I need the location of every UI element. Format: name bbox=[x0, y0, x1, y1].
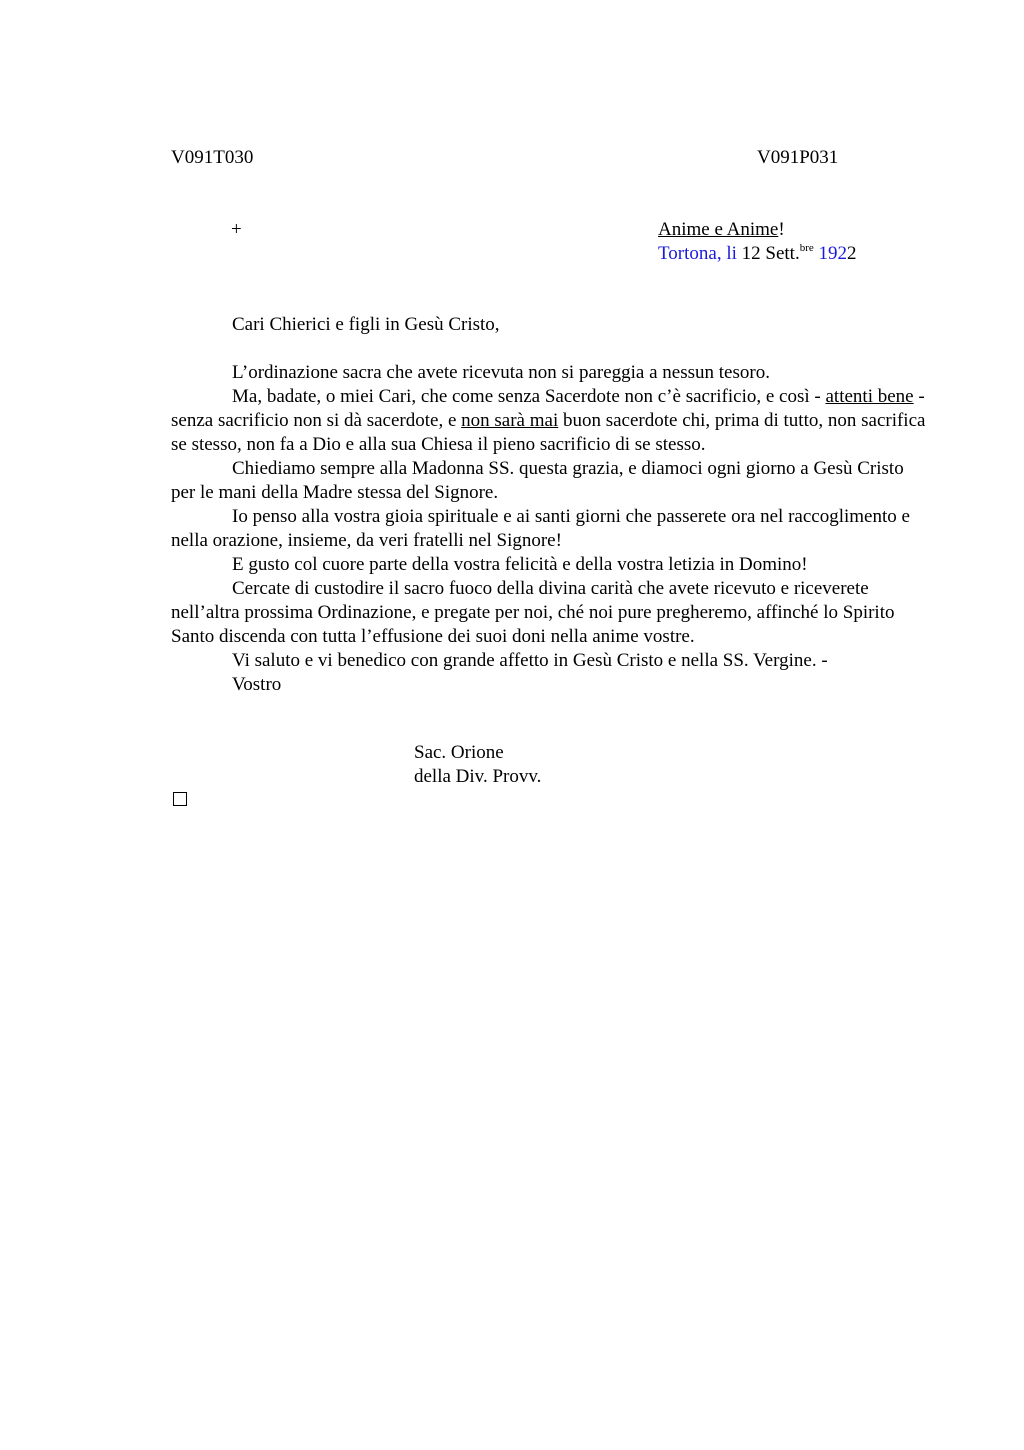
paragraph-2-underlined-2: non sarà mai bbox=[461, 410, 559, 431]
signature-line-2: della Div. Provv. bbox=[414, 766, 542, 787]
cross-mark: + bbox=[231, 219, 242, 240]
date-year-last: 2 bbox=[847, 243, 857, 264]
date-superscript: bre bbox=[799, 242, 814, 254]
date-place: Tortona, li bbox=[658, 243, 737, 264]
paragraph-2-text-a: Ma, badate, o miei Cari, che come senza Sacerdote non c’è sacrificio, e così - bbox=[232, 386, 826, 407]
paragraph-2-underlined-1: attenti bene bbox=[825, 386, 914, 407]
end-box-icon bbox=[173, 792, 187, 806]
signature-line-1: Sac. Orione bbox=[414, 742, 504, 763]
letter-body bbox=[171, 313, 931, 697]
paragraph-7: Vi saluto e vi benedico con grande affetto in Gesù Cristo e nella SS. Vergine. - bbox=[232, 650, 828, 671]
date-day-month: 12 Sett. bbox=[736, 243, 800, 264]
document-code-right: V091P031 bbox=[757, 147, 839, 168]
closing: Vostro bbox=[232, 674, 282, 695]
paragraph-1: L’ordinazione sacra che avete ricevuta non si pareggia a nessun tesoro. bbox=[232, 362, 770, 383]
paragraph-4: Io penso alla vostra gioia spirituale e ai santi giorni che passerete ora nel raccoglimento e nella orazione, insieme, da veri fratelli nel Signore! bbox=[171, 506, 910, 551]
paragraph-2-text-c: buon sacerdote chi, prima di tutto, non sacrifica se stesso, non fa a Dio e alla sua Chiesa il pieno sacrificio di se stesso. bbox=[171, 410, 926, 455]
paragraph-2-text-b: - senza sacrificio non si dà sacerdote, e bbox=[171, 386, 925, 431]
date-year-blue: 192 bbox=[813, 243, 847, 264]
signature bbox=[414, 741, 541, 789]
salutation: Cari Chierici e figli in Gesù Cristo, bbox=[232, 314, 500, 335]
paragraph-3: Chiediamo sempre alla Madonna SS. questa grazia, e diamoci ogni giorno a Gesù Cristo per le mani della Madre stessa del Signore. bbox=[171, 458, 904, 503]
motto bbox=[658, 218, 785, 242]
motto-end: ! bbox=[778, 219, 785, 240]
dateline bbox=[658, 242, 857, 266]
motto-underlined: Anime e Anime bbox=[658, 219, 779, 240]
paragraph-2 bbox=[171, 385, 931, 457]
document-code-left: V091T030 bbox=[171, 147, 254, 168]
paragraph-5: E gusto col cuore parte della vostra felicità e della vostra letizia in Domino! bbox=[232, 554, 808, 575]
paragraph-6: Cercate di custodire il sacro fuoco della divina carità che avete ricevuto e riceverete nell’altra prossima Ordinazione, e pregate per noi, ché noi pure pregheremo, affinché lo Spirito Santo discenda con tutta l’effusione dei suoi doni nella anime vostre. bbox=[171, 578, 895, 647]
